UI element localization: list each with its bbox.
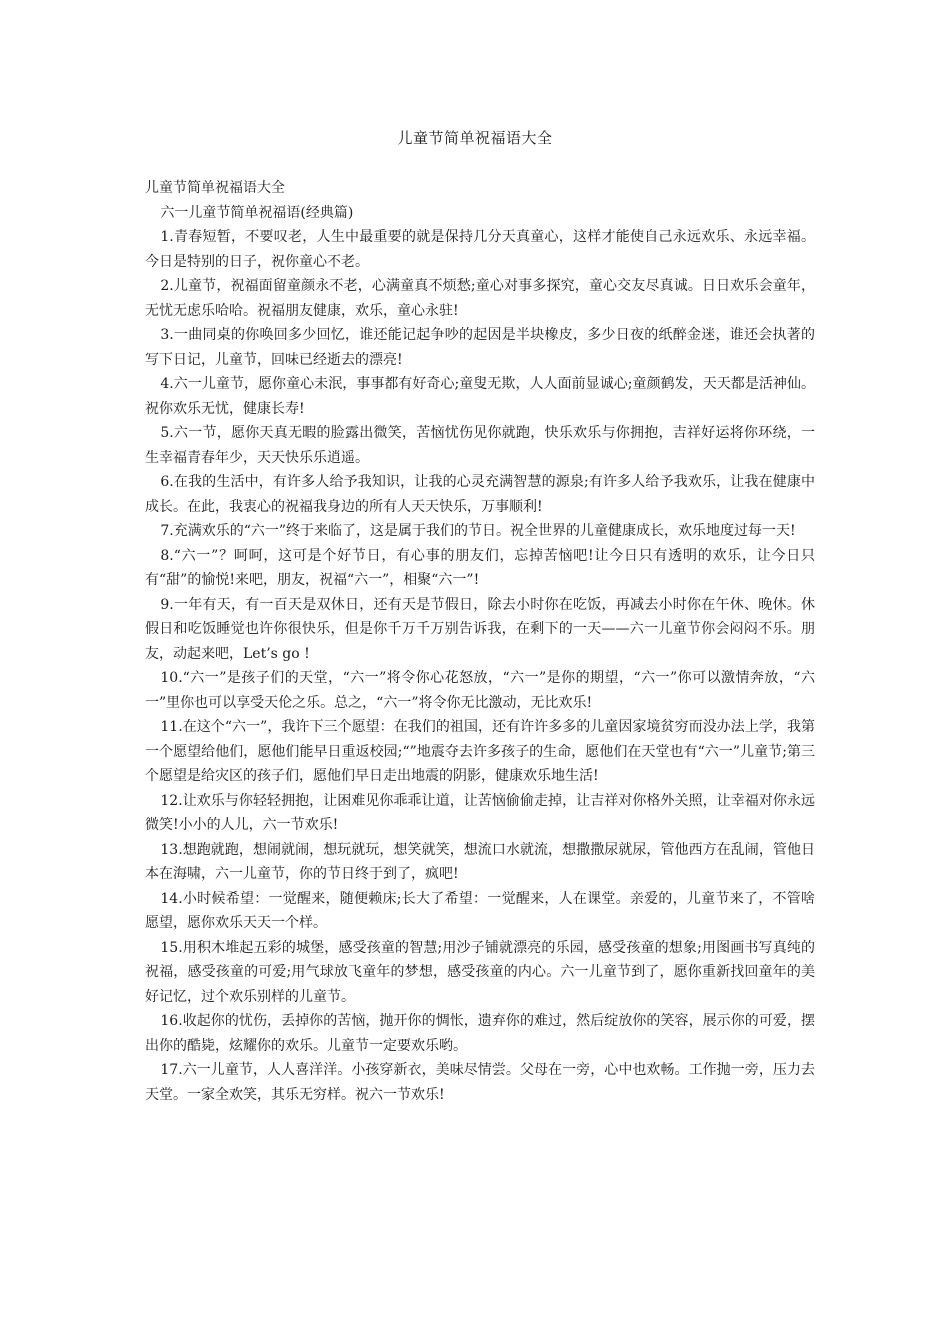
- wish-item-11: 11.在这个“六一”，我许下三个愿望：在我们的祖国，还有许许多多的儿童因家境贫穷而没办法上学，我第一个愿望给他们，愿他们能早日重返校园;“”地震夺去许多孩子的生命，愿他们在天堂也有“六一”儿童节;第三个愿望是给灾区的孩子们，愿他们早日走出地震的阴影，健康欢乐地生活!: [145, 719, 815, 784]
- wish-item-13: 13.想跑就跑，想闹就闹，想玩就玩，想笑就笑，想流口水就流，想撒撒尿就尿，管他西方在乱闹，管他日本在海啸，六一儿童节，你的节日终于到了，疯吧!: [145, 841, 815, 882]
- wish-item-10: 10.“六一”是孩子们的天堂，“六一”将令你心花怒放，“六一”是你的期望，“六一”你可以激情奔放，“六一”里你也可以享受天伦之乐。总之，“六一”将令你无比激动，无比欢乐!: [145, 670, 815, 711]
- wish-item-5: 5.六一节，愿你天真无暇的脸露出微笑，苦恼忧伤见你就跑，快乐欢乐与你拥抱，吉祥好运将你环绕，一生幸福青春年少，天天快乐乐逍遥。: [145, 425, 815, 466]
- wish-item-3: 3.一曲同桌的你唤回多少回忆，谁还能记起争吵的起因是半块橡皮，多少日夜的纸醉金迷，谁还会执著的写下日记，儿童节，回味已经逝去的漂亮!: [145, 327, 815, 368]
- wish-item-8: 8.“六一”？呵呵，这可是个好节日，有心事的朋友们，忘掉苦恼吧!让今日只有透明的欢乐，让今日只有“甜”的愉悦!来吧，朋友，祝福“六一”，相聚“六一”!: [145, 547, 815, 588]
- wish-item-6: 6.在我的生活中，有许多人给予我知识，让我的心灵充满智慧的源泉;有许多人给予我欢乐，让我在健康中成长。在此，我衷心的祝福我身边的所有人天天快乐，万事顺利!: [145, 474, 815, 515]
- wish-item-1: 1.青春短暂，不要叹老，人生中最重要的就是保持几分天真童心，这样才能使自己永远欢乐、永远幸福。今日是特别的日子，祝你童心不老。: [145, 229, 815, 270]
- wish-item-16: 16.收起你的忧伤，丢掉你的苦恼，抛开你的惆怅，遗弃你的难过，然后绽放你的笑容，展示你的可爱，摆出你的酷毙，炫耀你的欢乐。儿童节一定要欢乐哟。: [145, 1013, 815, 1054]
- wish-item-9: 9.一年有天，有一百天是双休日，还有天是节假日，除去小时你在吃饭，再减去小时你在午休、晚休。休假日和吃饭睡觉也许你很快乐，但是你千万千万别告诉我，在剩下的一天——六一儿童节你会闷闷不乐。朋友，动起来吧，Let’s go !: [145, 596, 815, 662]
- document-title: 儿童节简单祝福语大全: [397, 129, 553, 147]
- section-heading: 儿童节简单祝福语大全: [145, 180, 285, 196]
- wish-item-17: 17.六一儿童节，人人喜洋洋。小孩穿新衣，美味尽情尝。父母在一旁，心中也欢畅。工作抛一旁，压力去天堂。一家全欢笑，其乐无穷样。祝六一节欢乐!: [145, 1062, 815, 1103]
- section-subheading: 六一儿童节简单祝福语(经典篇): [160, 204, 354, 221]
- document-body: [145, 176, 815, 1107]
- wish-item-2: 2.儿童节，祝福面留童颜永不老，心满童真不烦愁;童心对事多探究，童心交友尽真诚。日日欢乐会童年，无忧无虑乐哈哈。祝福朋友健康，欢乐，童心永驻!: [145, 278, 815, 319]
- wish-item-14: 14.小时候希望：一觉醒来，随便赖床;长大了希望：一觉醒来，人在课堂。亲爱的，儿童节来了，不管啥愿望，愿你欢乐天天一个样。: [145, 890, 815, 931]
- wish-item-12: 12.让欢乐与你轻轻拥抱，让困难见你乖乖让道，让苦恼偷偷走掉，让吉祥对你格外关照，让幸福对你永远微笑!小小的人儿，六一节欢乐!: [145, 792, 815, 833]
- wish-item-4: 4.六一儿童节，愿你童心未泯，事事都有好奇心;童叟无欺，人人面前显诚心;童颜鹤发，天天都是活神仙。祝你欢乐无忧，健康长寿!: [145, 376, 815, 417]
- wish-item-15: 15.用积木堆起五彩的城堡，感受孩童的智慧;用沙子铺就漂亮的乐园，感受孩童的想象;用图画书写真纯的祝福，感受孩童的可爱;用气球放飞童年的梦想，感受孩童的内心。六一儿童节到了，愿你重新找回童年的美好记忆，过个欢乐别样的儿童节。: [145, 939, 815, 1005]
- wish-item-7: 7.充满欢乐的“六一”终于来临了，这是属于我们的节日。祝全世界的儿童健康成长，欢乐地度过每一天!: [160, 523, 796, 539]
